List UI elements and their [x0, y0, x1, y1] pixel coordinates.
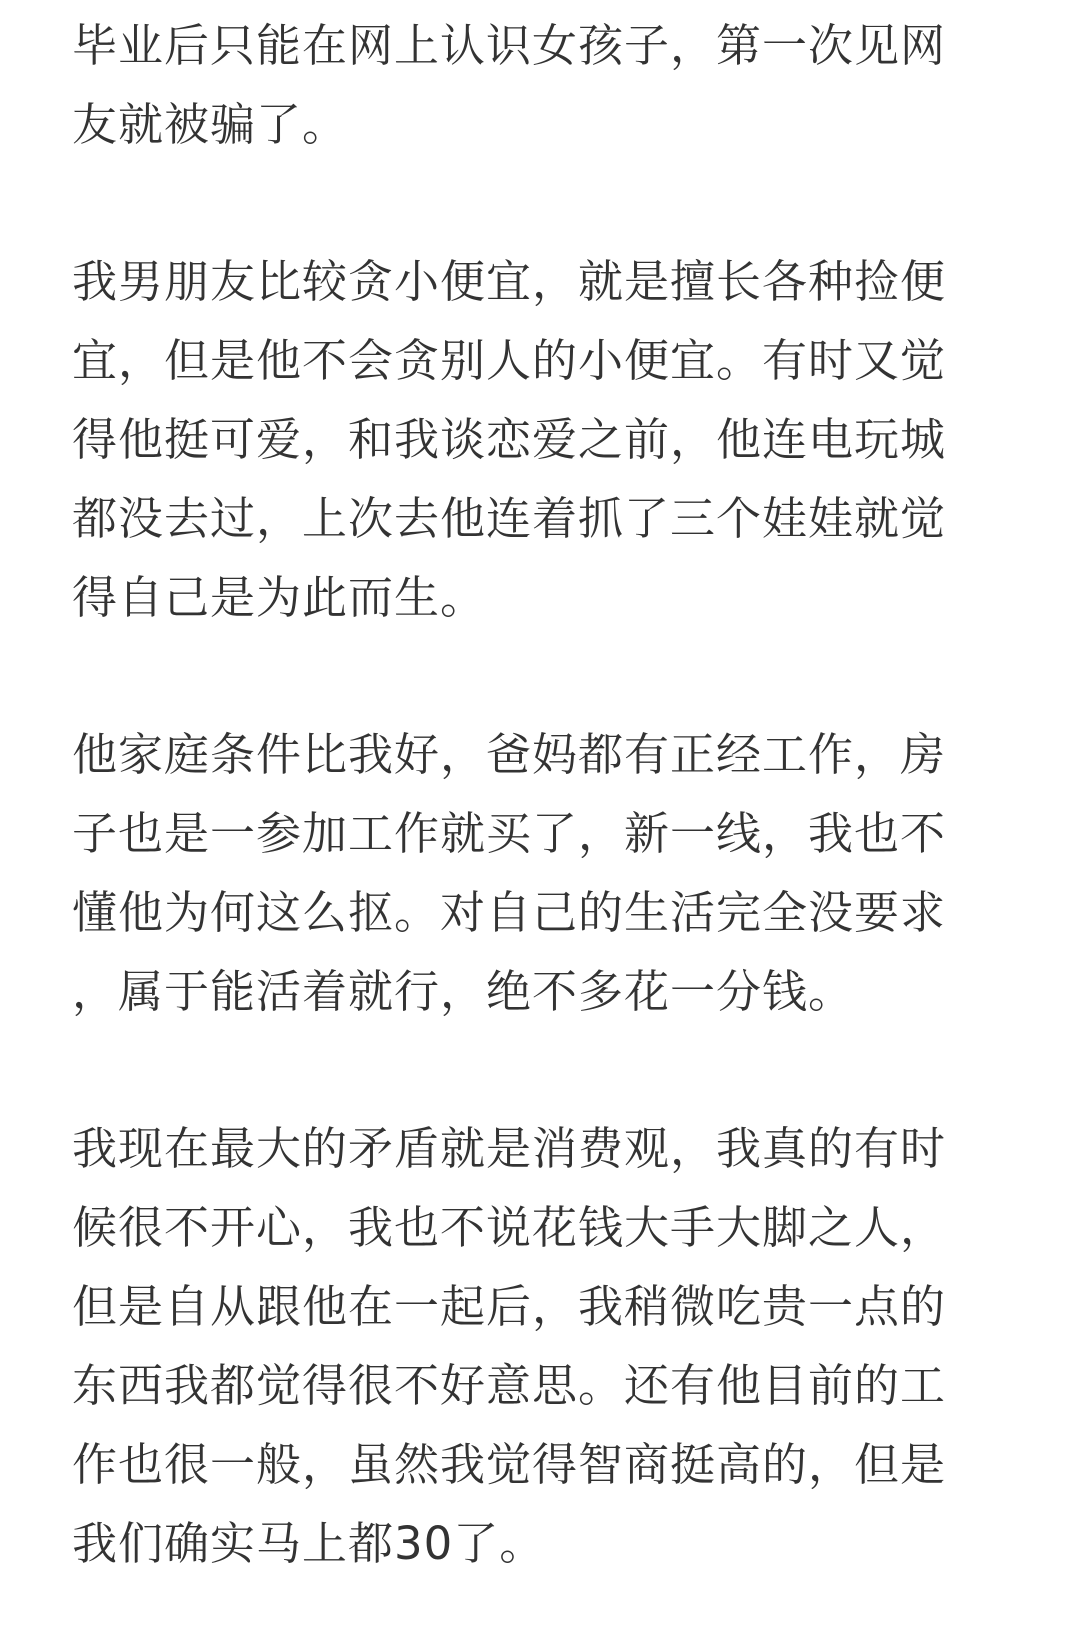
text-line: 他家庭条件比我好，爸妈都有正经工作，房: [72, 728, 947, 781]
text-line: 但是自从跟他在一起后，我稍微吃贵一点的: [72, 1280, 947, 1333]
text-line: 宜，但是他不会贪别人的小便宜。有时又觉: [72, 334, 947, 387]
text-line: 我们确实马上都30了。: [72, 1517, 546, 1570]
paragraph: [72, 6, 1008, 164]
text-line: 得他挺可爱，和我谈恋爱之前，他连电玩城: [72, 413, 947, 466]
paragraph: [72, 715, 1008, 1031]
text-line: 友就被骗了。: [72, 98, 349, 151]
text-line: 子也是一参加工作就买了，新一线，我也不: [72, 807, 947, 860]
text-line: 都没去过，上次去他连着抓了三个娃娃就觉: [72, 492, 947, 545]
text-line: 作也很一般，虽然我觉得智商挺高的，但是: [72, 1438, 947, 1491]
text-line: 我现在最大的矛盾就是消费观，我真的有时: [72, 1122, 947, 1175]
text-line: 懂他为何这么抠。对自己的生活完全没要求: [72, 886, 947, 939]
text-line: 东西我都觉得很不好意思。还有他目前的工: [72, 1359, 947, 1412]
text-line: 得自己是为此而生。: [72, 571, 487, 624]
paragraph: [72, 1109, 1008, 1583]
text-line: 候很不开心，我也不说花钱大手大脚之人，: [72, 1201, 947, 1254]
text-line: 毕业后只能在网上认识女孩子，第一次见网: [72, 19, 947, 72]
text-line: ，属于能活着就行，绝不多花一分钱。: [72, 965, 855, 1018]
paragraph: [72, 242, 1008, 637]
text-line: 我男朋友比较贪小便宜，就是擅长各种捡便: [72, 255, 947, 308]
